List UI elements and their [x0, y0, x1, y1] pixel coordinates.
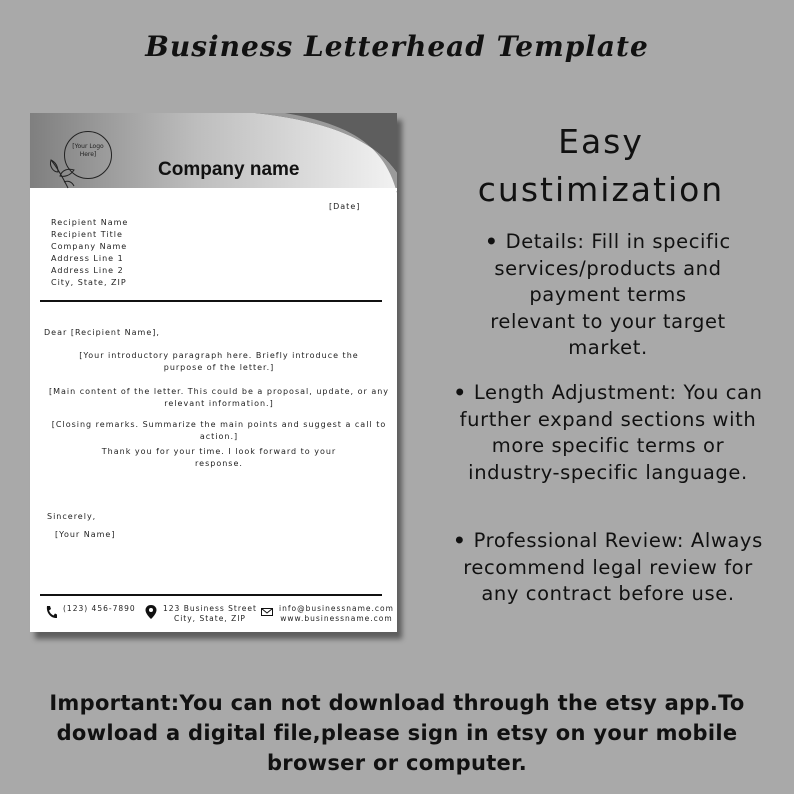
- footer-address-text: [163, 604, 257, 624]
- logo-text: [Your Logo Here]: [72, 143, 104, 158]
- footer-address: [145, 604, 257, 624]
- top-divider: [40, 300, 382, 302]
- bullet-dot-icon: •: [485, 230, 506, 253]
- feature-bullet: [448, 229, 768, 362]
- footer-phone-text: (123) 456-7890: [63, 604, 136, 613]
- footer-website: www.businessname.com: [280, 614, 393, 623]
- main-paragraph: [Main content of the letter. This could be a proposal, update, or any relevant information.]: [48, 387, 390, 408]
- date-field: [Date]: [329, 202, 361, 211]
- greeting: Dear [Recipient Name],: [44, 328, 160, 337]
- recipient-line: Recipient Name: [51, 218, 129, 227]
- footer-phone: [45, 604, 136, 619]
- closing-paragraph: [Closing remarks. Summarize the main points and suggest a call to action.]: [51, 420, 387, 441]
- signature-name: [Your Name]: [55, 530, 116, 539]
- feature-bullet: [448, 528, 768, 608]
- recipient-line: Company Name: [51, 242, 128, 251]
- signoff: Sincerely,: [47, 512, 97, 521]
- bullet-dot-icon: •: [453, 381, 474, 404]
- logo: [48, 128, 114, 194]
- download-notice: Important:You can not download through the etsy app.To dowload a digital file,please sign in etsy on your mobile browser or computer.: [49, 691, 745, 775]
- phone-icon: [45, 605, 57, 619]
- recipient-line: Address Line 2: [51, 266, 124, 275]
- footer-contact: [261, 604, 394, 624]
- recipient-line: Address Line 1: [51, 254, 124, 263]
- page-title: Business Letterhead Template: [145, 30, 649, 63]
- intro-paragraph: [Your introductory paragraph here. Briefly introduce the purpose of the letter.]: [79, 351, 359, 372]
- thanks-paragraph: Thank you for your time. I look forward to your response.: [101, 447, 337, 468]
- location-pin-icon: [145, 605, 157, 619]
- recipient-line: City, State, ZIP: [51, 278, 127, 287]
- bottom-divider: [40, 594, 382, 596]
- feature-text: Details: Fill in specific services/products and payment terms relevant to your target market.: [490, 230, 731, 359]
- recipient-line: Recipient Title: [51, 230, 123, 239]
- footer-address-line: 123 Business Street: [163, 604, 257, 613]
- footer-email: info@businessname.com: [279, 604, 394, 613]
- feature-text: Length Adjustment: You can further expand sections with more specific terms or industry-specific language.: [459, 381, 763, 484]
- features-heading: Easy custimization: [477, 122, 725, 209]
- footer-contact-text: [279, 604, 394, 624]
- feature-text: Professional Review: Always recommend legal review for any contract before use.: [463, 529, 763, 605]
- email-icon: [261, 605, 273, 619]
- footer-address-line: City, State, ZIP: [173, 614, 246, 623]
- letterhead-preview: [30, 113, 397, 632]
- feature-bullet: [448, 380, 768, 486]
- recipient-block: [51, 217, 128, 289]
- company-name: Company name: [158, 159, 300, 180]
- bullet-dot-icon: •: [453, 529, 474, 552]
